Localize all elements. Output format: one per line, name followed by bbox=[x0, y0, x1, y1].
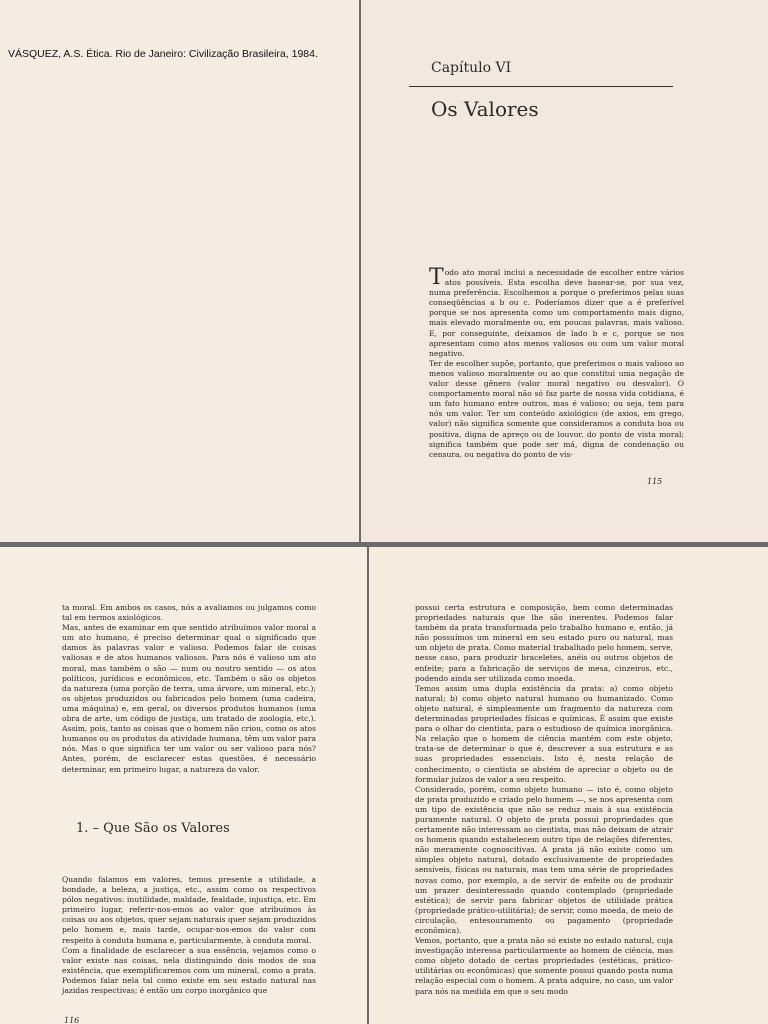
section-title: 1. – Que São os Valores bbox=[76, 821, 230, 836]
body-text-intro: ta moral. Em ambos os casos, nós a avaliamos ou julgamos como tal em termos axiológicos. Mas, antes de examinar em que sentido atribuímos valor moral a um ato humano, é preciso determinar qual o significado que damos às palavras valor e valioso. Podemos falar de coisas valiosas e de atos humanos valiosos. Para nós é valioso um ato moral, mas também o são — num ou noutro sentido — os atos políticos, jurídicos e econômicos, etc. Também o são os objetos da natureza (uma porção de terra, uma árvore, um mineral, etc.); os objetos produzidos ou fabricados pelo homem (uma cadeira, uma máquina) e, em geral, os diversos produtos humanos (uma obra de arte, um código de justiça, um tratado de zoologia, etc.). Assim, pois, tanto as coisas que o homem não criou, como os atos humanos ou os produtos da atividade humana, têm um valor para nós. Mas o que significa ter um valor ou ser valioso para nós? Antes, porém, de esclarecer estas questões, é necessário determinar, em primeiro lugar, a natureza do valor. bbox=[62, 603, 316, 774]
page-bottom-left bbox=[0, 547, 367, 1024]
chapter-title: Os Valores bbox=[431, 97, 539, 121]
page-top-right bbox=[361, 0, 768, 542]
citation-text: VÁSQUEZ, A.S. Ética. Rio de Janeiro: Civilização Brasileira, 1984. bbox=[8, 48, 318, 60]
page-number: 116 bbox=[64, 1016, 80, 1024]
chapter-label: Capítulo VI bbox=[431, 60, 512, 76]
body-text-continued: possui certa estrutura e composição, bem como determinadas propriedades naturais que lhe são inerentes. Podemos falar também da prata transformada pelo trabalho humano e, então, já não possuímos um mineral em seu estado puro ou natural, mas um objeto de prata. Como material trabalhado pelo homem, serve, nesse caso, para produzir braceletes, anéis ou outros objetos de enfeite; para a fabricação de serviços de mesa, cinzeiros, etc., podendo ainda ser utilizada como moeda. Temos assim uma dupla existência da prata: a) como objeto natural; b) como objeto natural humano ou humanizado. Como objeto natural, é simplesmente um fragmento da natureza com determinadas propriedades físicas e químicas. É assim que existe para o olhar do cientista, para o estudioso de química inorgânica. Na relação que o homem de ciência mantém com este objeto, trata-se de determinar o que é, descrever a sua estrutura e as suas propriedades essenciais. Isto é, nesta relação de conhecimento, o cientista se abstém de apreciar o objeto ou de formular juízos de valor a seu respeito. Considerado, porém, como objeto humano — isto é, como objeto de prata produzido e criado pelo homem —, se nos apresenta com um tipo de existência que não se reduz mais à sua existência puramente natural. O objeto de prata possui propriedades que certamente não interessam ao cientista, mas não deixam de atrair os homens quando estabelecem outro tipo de relações diferentes, não meramente cognoscitivas. A prata já não existe como um simples objeto natural, dotado exclusivamente de propriedades sensíveis, físicas ou naturais, mas tem uma série de propriedades novas como, por exemplo, a de servir de enfeite ou de produzir um prazer desinteressado quando contemplado (propriedade estética); de servir para fabricar objetos de utilidade prática (propriedade prático-utilitária); de servir, como moeda, de meio de circulação, entesouramento ou pagamento (propriedade econômica). Vemos, portanto, que a prata não só existe no estado natural, cuja investigação interessa particularmente ao homem de ciência, mas como objeto dotado de certas propriedades (estéticas, prático-utilitárias ou econômicas) que somente possui quando posta numa relação especial com o homem. A prata adquire, no caso, um valor para nós na medida em que o seu modo bbox=[415, 603, 673, 996]
page-top-left bbox=[0, 0, 359, 542]
page-number: 115 bbox=[647, 477, 663, 486]
chapter-body-content: odo ato moral inclui a necessidade de escolher entre vários atos possíveis. Esta escolha deve basear-se, por sua vez, numa preferência. Escolhemos a porque o preferimos pelas suas conseqüências a b ou c. Poderíamos dizer que a é preferível porque se nos apresenta como um comportamento mais digno, mais elevado moralmente ou, em poucas palavras, mais valioso. E, por conseguinte, deixamos de lado b e c, porque se nos apresentam como atos menos valiosos ou com um valor moral negativo. Ter de escolher supõe, portanto, que preferimos o mais valioso ao menos valioso moralmente ou ao que constitui uma negação de valor desse gênero (valor moral negativo ou desvalor). O comportamento moral não só faz parte de nossa vida cotidiana, é um fato humano entre outros, mas é valioso; ou seja, tem para nós um valor. Ter um conteúdo axiológico (de axios, em grego, valor) não significa somente que consideramos a conduta boa ou positiva, digna de apreço ou de louvor, do ponto de vista moral; significa também que pode ser má, digna de condenação ou censura, ou negativa do ponto de vis- bbox=[429, 268, 684, 459]
chapter-divider bbox=[409, 86, 673, 87]
page-bottom-right bbox=[369, 547, 768, 1024]
chapter-body-text bbox=[429, 265, 684, 460]
drop-cap: T bbox=[429, 265, 444, 290]
body-text-section: Quando falamos em valores, temos presente a utilidade, a bondade, a beleza, a justiça, etc., assim como os respectivos pólos negativos: inutilidade, maldade, fealdade, injustiça, etc. Em primeiro lugar, referir-nos-emos ao valor que atribuímos às coisas ou aos objetos, quer sejam naturais quer sejam produzidos pelo homem e, mais tarde, ocupar-nos-emos do valor com respeito à conduta humana e, particularmente, à conduta moral. Com a finalidade de esclarecer a sua essência, vejamos como o valor existe nas coisas, nela distinguindo dois modos de sua existência, que exemplificaremos com um mineral, como a prata. Podemos falar nela tal como existe em seu estado natural nas jazidas respectivas; é então um corpo inorgânico que bbox=[62, 875, 316, 996]
